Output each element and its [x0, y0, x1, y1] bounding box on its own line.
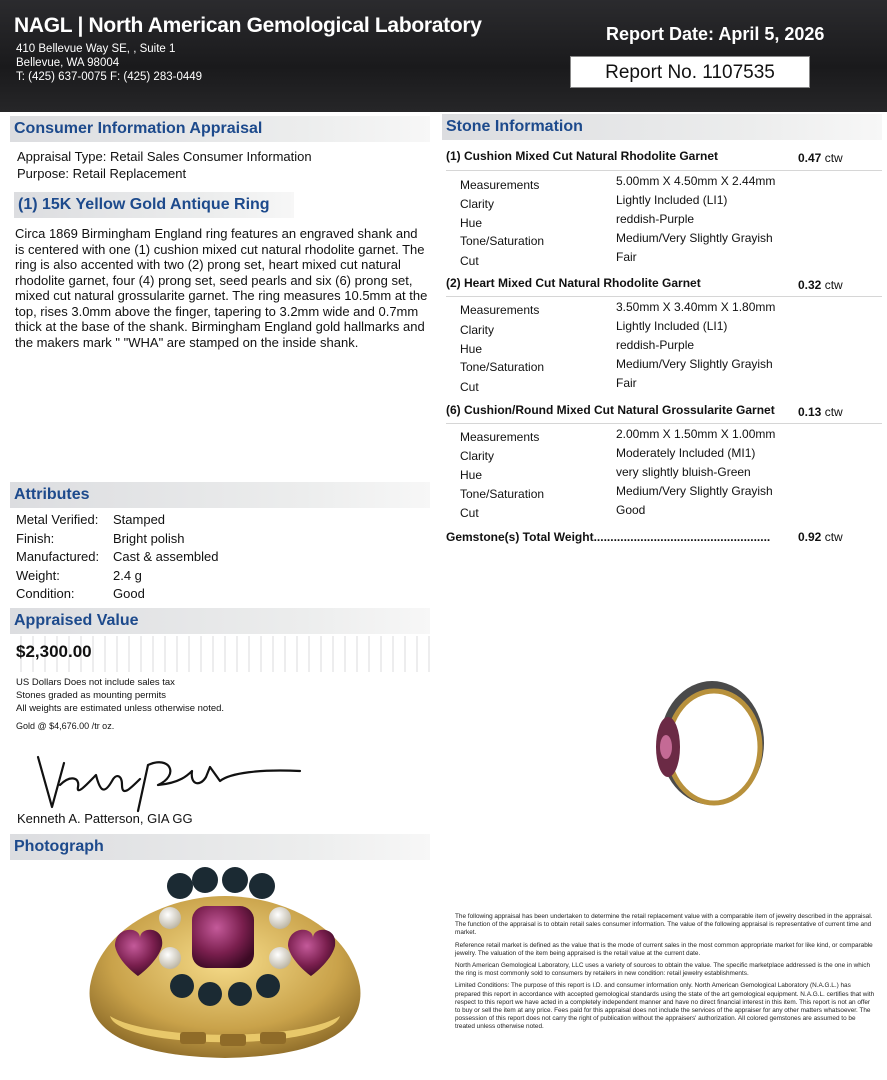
- attribute-label: Metal Verified:: [16, 512, 99, 527]
- disclaimer-paragraph: Limited Conditions: The purpose of this report is I.D. and consumer information only. North American Gemological Laboratory (N.A.G.L.) has prepared this report in accordance with accepted gemological standards using the state of the art gemological equipment. N.A.G.L. certifies that with respect to this report we have acted in a completely independent manner and have no direct financial interest in this item. This report is not an offer to buy or sell the item at any price. Fees paid for this appraisal does not include the services of the appraiser for any other matters whatsoever. The possession of this report does not carry the right of publication without the appraisers' authorization. All colored gemstones are assumed to be treated unless otherwise noted.: [455, 982, 875, 1031]
- ctw-value: 0.32: [798, 278, 822, 292]
- report-date: Report Date: April 5, 2026: [606, 24, 825, 44]
- report-header: [0, 0, 887, 112]
- attribute-value: Good: [113, 586, 145, 601]
- ctw-unit: ctw: [824, 151, 843, 165]
- attributes-heading: Attributes: [10, 482, 430, 508]
- attribute-value: 2.4 g: [113, 567, 142, 583]
- attribute-value: Cast & assembled: [113, 549, 219, 564]
- ring-side-photograph: [640, 665, 770, 815]
- appraisal-type-label: Appraisal Type:: [17, 149, 107, 164]
- stone-attr-label: Measurements: [460, 178, 540, 192]
- stone-attr-label: Cut: [460, 380, 479, 394]
- stone-attr-value: Medium/Very Slightly Grayish: [616, 357, 773, 371]
- stone-attr-label: Tone/Saturation: [460, 234, 545, 248]
- gold-price: Gold @ $4,676.00 /tr oz.: [16, 721, 115, 731]
- purpose-value: Retail Replacement: [72, 166, 187, 181]
- stone-attr-value: very slightly bluish-Green: [616, 465, 751, 479]
- stone-attr-value: 2.00mm X 1.50mm X 1.00mm: [616, 427, 776, 441]
- stone-attr-value: reddish-Purple: [616, 338, 695, 352]
- lab-name: NAGL | North American Gemological Laboratory: [14, 14, 482, 37]
- address-line-2: Bellevue, WA 98004: [16, 57, 120, 69]
- stone-attr-label: Cut: [460, 506, 479, 520]
- total-weight-label: Gemstone(s) Total Weight.....................................................: [446, 530, 771, 544]
- divider: [446, 170, 882, 171]
- appraised-value-heading: Appraised Value: [10, 608, 430, 634]
- item-description: Circa 1869 Birmingham England ring features an engraved shank and is centered with one (1) cushion mixed cut natural rhodolite garnet. The ring is also accented with two (2) prong set, heart mixed cut natural rhodolite garnet, four (4) prong set, seed pearls and six (6) prong set, mixed cut natural grossularite garnet. The ring measures 10.5mm at the top, rises 3.0mm above the finger, tapering to 3.2mm wide and 0.7mm thick at the base of the shank. Birmingham England gold hallmarks and the makers mark " "WHA" are stamped on the inside shank.: [15, 226, 428, 350]
- stone-group-title: (2) Heart Mixed Cut Natural Rhodolite Garnet: [446, 276, 701, 290]
- total-weight-value: 0.92: [798, 530, 822, 544]
- attribute-label: Manufactured:: [16, 549, 100, 564]
- stone-attr-label: Clarity: [460, 323, 495, 337]
- attribute-value: Bright polish: [113, 530, 185, 546]
- stone-attr-value: 3.50mm X 3.40mm X 1.80mm: [616, 300, 776, 314]
- stone-group-title: (6) Cushion/Round Mixed Cut Natural Grossularite Garnet: [446, 403, 775, 417]
- weight-note: All weights are estimated unless otherwise noted.: [16, 703, 225, 714]
- stone-attr-value: Fair: [616, 250, 637, 264]
- appraisal-purpose: [17, 166, 186, 182]
- stone-attr-value: 5.00mm X 4.50mm X 2.44mm: [616, 174, 776, 188]
- attribute-value: Stamped: [113, 512, 166, 527]
- value-notes: [16, 676, 224, 715]
- ring-photograph: [70, 866, 380, 1066]
- stone-attr-value: Medium/Very Slightly Grayish: [616, 484, 773, 498]
- divider: [446, 296, 882, 297]
- ctw-value: 0.13: [798, 405, 822, 419]
- appraised-amount: $2,300.00: [16, 642, 92, 661]
- total-weight: [798, 530, 843, 544]
- report-number: Report No. 1107535: [570, 56, 810, 88]
- stone-attr-value: Fair: [616, 376, 637, 390]
- item-heading: (1) 15K Yellow Gold Antique Ring: [14, 192, 294, 218]
- stone-attr-value: Good: [616, 503, 646, 517]
- attribute-row: [16, 585, 219, 604]
- stone-attr-label: Tone/Saturation: [460, 360, 545, 374]
- appraisal-type-value: Retail Sales Consumer Information: [110, 149, 312, 164]
- stone-group-ctw: [798, 405, 843, 419]
- stone-attr-value: reddish-Purple: [616, 212, 695, 226]
- stone-attr-label: Measurements: [460, 430, 540, 444]
- stone-group-ctw: [798, 151, 843, 165]
- attribute-label: Weight:: [16, 567, 60, 583]
- divider: [446, 423, 882, 424]
- stone-attr-value: Lightly Included (LI1): [616, 193, 728, 207]
- currency-note: US Dollars Does not include sales tax: [16, 677, 175, 688]
- stone-attr-label: Hue: [460, 342, 483, 356]
- stone-attr-label: Cut: [460, 254, 479, 268]
- ctw-unit: ctw: [824, 530, 843, 544]
- attribute-row: [16, 511, 219, 530]
- disclaimer-paragraph: North American Gemological Laboratory, LLC uses a variety of sources to obtain the value. The specific marketplace addressed is the one in which the ring is most commonly sold to consumers by retailers in new condition: retail jewelry establishments.: [455, 962, 871, 978]
- stone-attr-value: Lightly Included (LI1): [616, 319, 728, 333]
- phone-fax: T: (425) 637-0075 F: (425) 283-0449: [16, 71, 203, 83]
- appraiser-name: Kenneth A. Patterson, GIA GG: [17, 811, 193, 826]
- consumer-info-heading: Consumer Information Appraisal: [10, 116, 430, 142]
- stone-attr-value: Medium/Very Slightly Grayish: [616, 231, 773, 245]
- attribute-label: Condition:: [16, 586, 75, 601]
- attribute-row: [16, 530, 219, 549]
- attribute-row: [16, 548, 219, 567]
- ctw-value: 0.47: [798, 151, 822, 165]
- stone-attr-label: Hue: [460, 468, 483, 482]
- photograph-heading: Photograph: [10, 834, 430, 860]
- stone-attr-label: Clarity: [460, 449, 495, 463]
- lab-address: [16, 42, 202, 84]
- disclaimer-paragraph: The following appraisal has been undertaken to determine the retail replacement value with a comparable item of jewelry described in the appraisal. The function of the appraisal is to obtain retail sales consumer information. The value of the following appraisal is representative of current time and market.: [455, 913, 873, 937]
- stone-info-heading: Stone Information: [442, 114, 882, 140]
- stone-group-ctw: [798, 278, 843, 292]
- attributes-list: [16, 511, 219, 604]
- purpose-label: Purpose:: [17, 166, 70, 181]
- ctw-unit: ctw: [824, 405, 843, 419]
- appraisal-type: [17, 149, 312, 165]
- stone-attr-label: Measurements: [460, 303, 540, 317]
- attribute-label: Finish:: [16, 530, 55, 546]
- disclaimer: [455, 913, 875, 1036]
- stone-attr-label: Hue: [460, 216, 483, 230]
- stone-group-title: (1) Cushion Mixed Cut Natural Rhodolite Garnet: [446, 149, 719, 163]
- attribute-row: [16, 567, 219, 586]
- disclaimer-paragraph: Reference retail market is defined as the value that is the mode of current sales in the most common appropriate market for like kind, or comparable jewelry. The valuation of the item being appraised is the retail value at the current date.: [455, 941, 873, 957]
- stone-attr-value: Moderately Included (MI1): [616, 446, 756, 460]
- grading-note: Stones graded as mounting permits: [16, 690, 166, 701]
- ctw-unit: ctw: [824, 278, 843, 292]
- stone-attr-label: Tone/Saturation: [460, 487, 545, 501]
- address-line-1: 410 Bellevue Way SE, , Suite 1: [16, 43, 176, 55]
- stone-attr-label: Clarity: [460, 197, 495, 211]
